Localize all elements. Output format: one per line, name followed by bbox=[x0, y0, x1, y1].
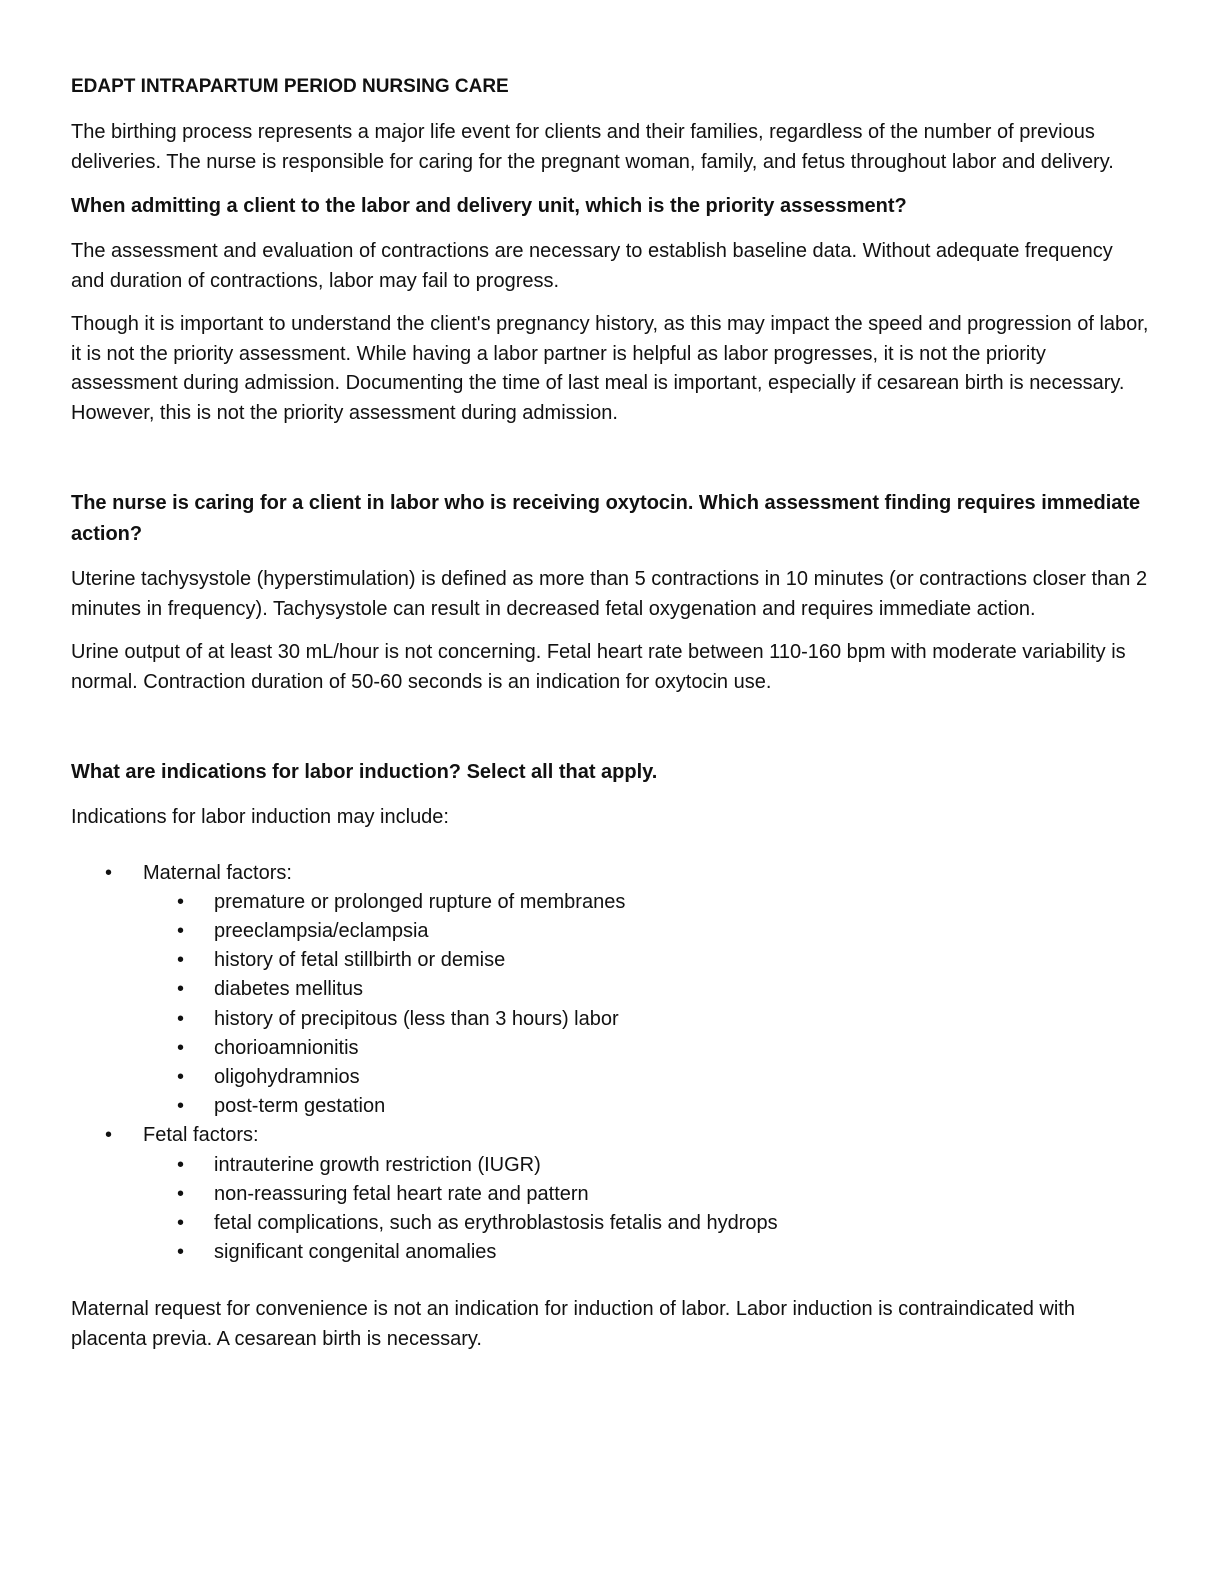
list-item-text: significant congenital anomalies bbox=[214, 1241, 497, 1264]
bullet-icon: • bbox=[177, 949, 185, 972]
lead-paragraph: Indications for labor induction may include: bbox=[71, 806, 449, 828]
list-item-text: diabetes mellitus bbox=[214, 978, 363, 1001]
document-title: EDAPT INTRAPARTUM PERIOD NURSING CARE bbox=[71, 76, 509, 97]
question-section-1 bbox=[71, 191, 1151, 428]
list-item-text: history of fetal stillbirth or demise bbox=[214, 949, 506, 972]
bullet-icon: • bbox=[177, 1153, 185, 1176]
list-item-text: oligohydramnios bbox=[214, 1065, 360, 1088]
list-item bbox=[71, 1121, 1151, 1267]
question-heading: When admitting a client to the labor and delivery unit, which is the priority assessment? bbox=[71, 195, 907, 217]
list-item-text: post-term gestation bbox=[214, 1095, 386, 1118]
answer-paragraph: The assessment and evaluation of contractions are necessary to establish baseline data. Without adequate frequency and duration of contractions, labor may fail to progress. bbox=[71, 240, 1113, 292]
bullet-icon: • bbox=[177, 1182, 185, 1205]
bullet-icon: • bbox=[177, 1065, 185, 1088]
group-label: Maternal factors: bbox=[143, 861, 292, 884]
bullet-icon: • bbox=[177, 919, 185, 942]
list-item-text: preeclampsia/eclampsia bbox=[214, 919, 429, 942]
list-item bbox=[143, 888, 1151, 917]
list-item bbox=[143, 1151, 1151, 1180]
list-item bbox=[143, 1238, 1151, 1267]
maternal-factors-list bbox=[143, 888, 1151, 1122]
bullet-icon: • bbox=[177, 1241, 185, 1264]
closing-paragraph: Maternal request for convenience is not an indication for induction of labor. Labor induction is contraindicated with placenta previa. A cesarean birth is necessary. bbox=[71, 1298, 1075, 1350]
question-heading: The nurse is caring for a client in labor who is receiving oxytocin. Which assessment finding requires immediate action? bbox=[71, 492, 1141, 545]
bullet-icon: • bbox=[105, 861, 113, 884]
bullet-icon: • bbox=[105, 1124, 113, 1147]
bullet-icon: • bbox=[177, 1036, 185, 1059]
bullet-icon: • bbox=[177, 978, 185, 1001]
list-item bbox=[143, 1005, 1151, 1034]
bullet-icon: • bbox=[177, 1211, 185, 1234]
indications-list bbox=[71, 859, 1151, 1268]
bullet-icon: • bbox=[177, 890, 185, 913]
list-item-text: premature or prolonged rupture of membranes bbox=[214, 890, 626, 913]
question-section-3 bbox=[71, 757, 1151, 1354]
answer-paragraph: Urine output of at least 30 mL/hour is not concerning. Fetal heart rate between 110-160 bpm with moderate variability is normal. Contraction duration of 50-60 seconds is an indication for oxytocin use. bbox=[71, 641, 1126, 693]
list-item-text: fetal complications, such as erythroblastosis fetalis and hydrops bbox=[214, 1211, 778, 1234]
document-page bbox=[71, 72, 1151, 1354]
list-item bbox=[143, 1180, 1151, 1209]
answer-paragraph: Uterine tachysystole (hyperstimulation) is defined as more than 5 contractions in 10 minutes (or contractions closer than 2 minutes in frequency). Tachysystole can result in decreased fetal oxygenation and requires immediate action. bbox=[71, 568, 1148, 620]
list-item-text: chorioamnionitis bbox=[214, 1036, 359, 1059]
fetal-factors-list bbox=[143, 1151, 1151, 1268]
list-item bbox=[143, 1063, 1151, 1092]
list-item-text: non-reassuring fetal heart rate and pattern bbox=[214, 1182, 589, 1205]
bullet-icon: • bbox=[177, 1095, 185, 1118]
answer-paragraph: Though it is important to understand the client's pregnancy history, as this may impact the speed and progression of labor, it is not the priority assessment. While having a labor partner is helpful as labor progresses, it is not the priority assessment during admission. Documenting the time of last meal is important, especially if cesarean birth is necessary. However, this is not the priority assessment during admission. bbox=[71, 313, 1149, 424]
list-item bbox=[143, 1034, 1151, 1063]
group-label: Fetal factors: bbox=[143, 1124, 259, 1147]
section-spacer bbox=[71, 442, 1151, 488]
section-spacer bbox=[71, 711, 1151, 757]
list-item bbox=[71, 859, 1151, 1122]
bullet-icon: • bbox=[177, 1007, 185, 1030]
list-item bbox=[143, 975, 1151, 1004]
list-item bbox=[143, 946, 1151, 975]
list-item bbox=[143, 917, 1151, 946]
list-item bbox=[143, 1209, 1151, 1238]
list-item bbox=[143, 1092, 1151, 1121]
question-section-2 bbox=[71, 488, 1151, 697]
question-heading: What are indications for labor induction? Select all that apply. bbox=[71, 761, 658, 783]
intro-paragraph: The birthing process represents a major life event for clients and their families, regardless of the number of previous deliveries. The nurse is responsible for caring for the pregnant woman, family, and fetus throughout labor and delivery. bbox=[71, 121, 1114, 173]
list-item-text: intrauterine growth restriction (IUGR) bbox=[214, 1153, 541, 1176]
list-item-text: history of precipitous (less than 3 hours) labor bbox=[214, 1007, 619, 1030]
